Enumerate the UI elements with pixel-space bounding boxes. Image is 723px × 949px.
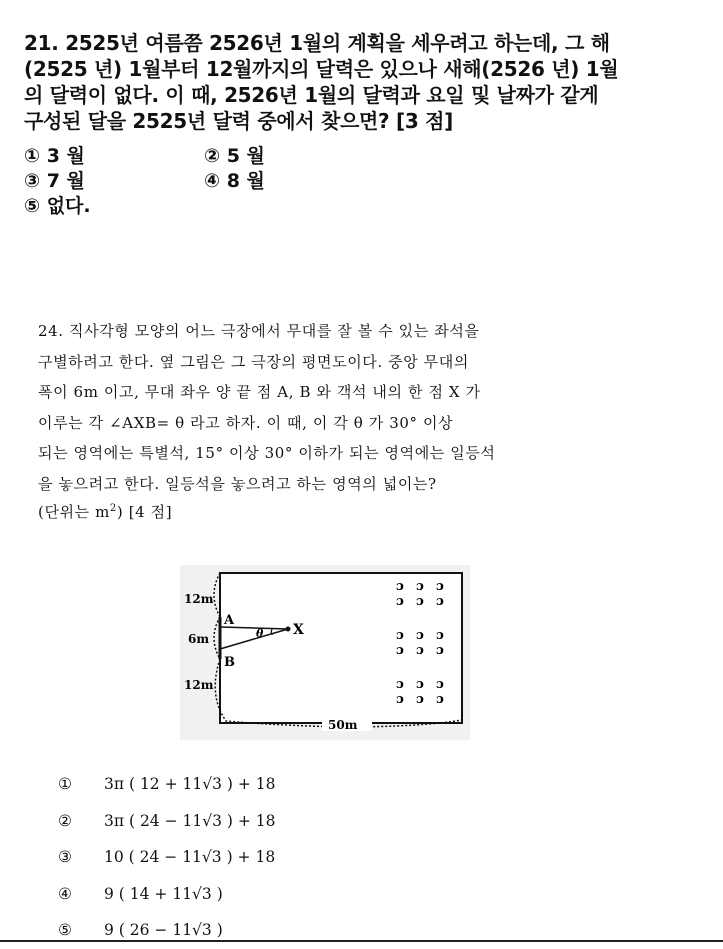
q21-choice-5[interactable]: ⑤ 없다. [24, 195, 91, 217]
label-12m-bottom: 12m [184, 678, 214, 692]
seat: ɔ [436, 594, 444, 609]
q24-line-3: 폭이 6m 이고, 무대 좌우 양 끝 점 A, B 와 객석 내의 한 점 X 가 [38, 383, 481, 401]
question-21-choices [24, 144, 704, 219]
q24-choice-5[interactable] [58, 912, 558, 949]
theater-floor-plan [180, 565, 470, 740]
q24-choice-3-num: ③ [58, 848, 72, 867]
seat: ɔ [416, 579, 424, 594]
q24-choice-3-expr: 10 ( 24 − 11√3 ) + 18 [104, 848, 276, 867]
seat: ɔ [416, 628, 424, 643]
label-b: B [224, 655, 235, 670]
choice-row-1 [24, 144, 704, 169]
seat: ɔ [436, 643, 444, 658]
q21-line-4: 구성된 달을 2525년 달력 중에서 찾으면? [3 점] [24, 109, 454, 133]
q24-choice-5-expr: 9 ( 26 − 11√3 ) [104, 921, 223, 940]
q24-line-6: 을 놓으려고 한다. 일등석을 놓으려고 하는 영역의 넓이는? [38, 474, 437, 493]
q24-choice-2[interactable] [58, 803, 558, 840]
seat: ɔ [436, 579, 444, 594]
label-theta: θ [256, 627, 264, 640]
q24-choice-4-expr: 9 ( 14 + 11√3 ) [104, 884, 223, 903]
q24-choice-3[interactable] [58, 839, 558, 876]
q24-choice-5-num: ⑤ [58, 921, 72, 940]
seat: ɔ [396, 579, 404, 594]
label-x: X [293, 622, 304, 638]
seat: ɔ [396, 677, 404, 692]
seat: ɔ [416, 692, 424, 707]
q21-line-2: (2525 년) 1월부터 12월까지의 달력은 있으나 새해(2526 년) 1월 [24, 57, 619, 81]
q24-unit-suffix: ) [4 점] [116, 503, 173, 521]
seat: ɔ [396, 594, 404, 609]
q24-unit-prefix: (단위는 m [38, 503, 110, 521]
q21-choice-2[interactable]: ② 5 월 [204, 145, 265, 167]
seat: ɔ [416, 643, 424, 658]
seat: ɔ [396, 643, 404, 658]
seat-blocks [396, 579, 444, 707]
q24-line-4: 이루는 각 ∠AXB= θ 라고 하자. 이 때, 이 각 θ 가 30° 이상 [38, 413, 454, 432]
q24-line-5: 되는 영역에는 특별석, 15° 이상 30° 이하가 되는 영역에는 일등석 [38, 444, 496, 462]
q24-choice-1[interactable] [58, 766, 558, 803]
seat: ɔ [396, 692, 404, 707]
question-24-stem [38, 316, 688, 499]
q24-unit-sup: 2 [109, 503, 117, 514]
floor-plan-svg [180, 565, 470, 740]
q24-choice-4-num: ④ [58, 884, 72, 903]
q24-unit-note [38, 501, 688, 522]
q24-choice-1-num: ① [58, 775, 72, 794]
seat: ɔ [436, 692, 444, 707]
label-50m: 50m [328, 718, 358, 732]
seat: ɔ [416, 677, 424, 692]
q24-choice-4[interactable] [58, 876, 558, 913]
q24-choice-2-expr: 3π ( 24 − 11√3 ) + 18 [104, 811, 276, 830]
seat: ɔ [416, 594, 424, 609]
question-24 [38, 316, 688, 522]
label-6m: 6m [188, 632, 210, 646]
q21-line-3: 의 달력이 없다. 이 때, 2526년 1월의 달력과 요일 및 날짜가 같게 [24, 83, 599, 107]
bottom-divider [0, 940, 723, 942]
q21-line-1: 21. 2525년 여름쯤 2526년 1월의 계획을 세우려고 하는데, 그 해 [24, 31, 610, 55]
q24-choice-1-expr: 3π ( 12 + 11√3 ) + 18 [104, 775, 276, 794]
seat: ɔ [396, 628, 404, 643]
choice-row-2 [24, 169, 704, 194]
q24-choice-2-num: ② [58, 811, 72, 830]
q24-line-2: 구별하려고 한다. 옆 그림은 그 극장의 평면도이다. 중앙 무대의 [38, 352, 469, 371]
label-12m-top: 12m [184, 592, 214, 606]
question-21 [24, 30, 704, 219]
q21-choice-4[interactable]: ④ 8 월 [204, 170, 265, 192]
seat: ɔ [436, 677, 444, 692]
q21-choice-3[interactable]: ③ 7 월 [24, 170, 85, 192]
q24-line-1: 24. 직사각형 모양의 어느 극장에서 무대를 잘 볼 수 있는 좌석을 [38, 322, 480, 340]
choice-row-3 [24, 194, 704, 219]
point-x [286, 627, 291, 632]
q21-choice-1[interactable]: ① 3 월 [24, 145, 85, 167]
seat: ɔ [436, 628, 444, 643]
hall-outline [220, 573, 462, 723]
question-21-stem [24, 30, 704, 134]
label-a: A [224, 613, 235, 628]
question-24-choices [58, 766, 558, 949]
